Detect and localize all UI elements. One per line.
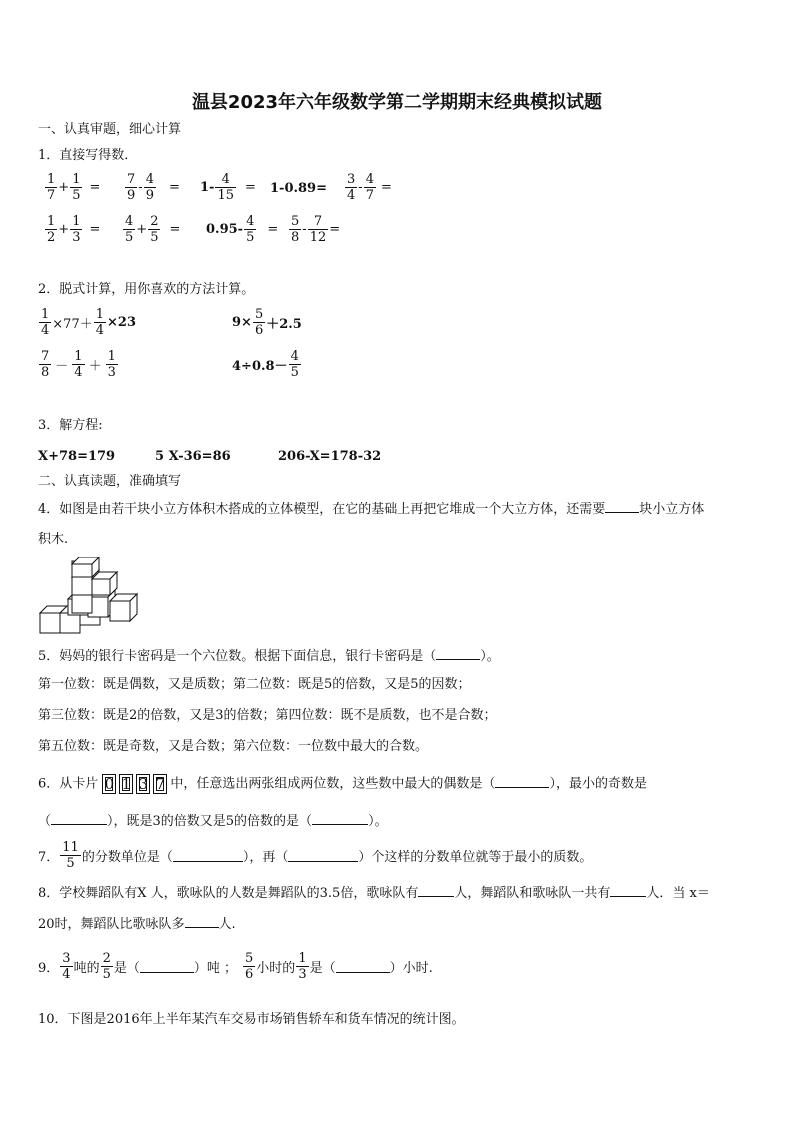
q1-item-7: $\frac{4}{5}$ + $\frac{2}{5}$ = xyxy=(125,214,181,245)
fraction: $\frac{4}{5}$ xyxy=(125,214,134,245)
cube-stack-figure xyxy=(38,557,140,637)
fraction: $\frac{1}{3}$ xyxy=(298,951,307,982)
answer-blank[interactable] xyxy=(605,500,639,513)
equation-3: 206-X=178-32 xyxy=(278,449,382,464)
equation-2: 5 X-36=86 xyxy=(155,449,231,464)
number-card: 3 xyxy=(136,774,150,794)
fraction: $\frac{1}{2}$ xyxy=(47,214,56,245)
section-heading-2: 二、认真读题，准确填写 xyxy=(38,474,182,489)
question-3-label: 3．解方程: xyxy=(38,418,103,433)
q1-item-4: 1-0.89= xyxy=(270,181,327,196)
question-2-label: 2．脱式计算，用你喜欢的方法计算。 xyxy=(38,282,255,297)
answer-blank[interactable] xyxy=(436,647,480,660)
fraction: $\frac{4}{5}$ xyxy=(290,349,299,380)
fraction: $\frac{2}{5}$ xyxy=(150,214,159,245)
answer-blank[interactable] xyxy=(51,812,107,825)
q2-expression-4: 4÷0.8－ $\frac{4}{5}$ xyxy=(232,349,299,380)
q2-expression-3: $\frac{7}{8}$ － $\frac{1}{4}$ ＋ $\frac{1}{3}$ xyxy=(41,349,116,380)
answer-blank[interactable] xyxy=(140,960,194,973)
question-4-text-cont: 积木. xyxy=(38,532,69,547)
fraction: $\frac{7}{8}$ xyxy=(41,349,50,380)
question-6-text: 6．从卡片 0 1 3 7 中，任意选出两张组成两位数，这些数中最大的偶数是（ ），最小的奇数是 xyxy=(38,775,647,793)
fraction: $\frac{11}{5}$ xyxy=(62,840,79,871)
fraction: $\frac{4}{15}$ xyxy=(217,172,234,203)
fraction: $\frac{7}{12}$ xyxy=(309,214,327,245)
q1-item-9: $\frac{5}{8}$ - $\frac{7}{12}$ = xyxy=(291,214,341,245)
number-card: 0 xyxy=(102,774,116,794)
fraction: $\frac{5}{6}$ xyxy=(254,307,264,338)
question-1-label: 1．直接写得数． xyxy=(38,148,138,163)
answer-blank[interactable] xyxy=(288,849,358,862)
answer-blank[interactable] xyxy=(185,915,219,928)
answer-blank[interactable] xyxy=(418,884,454,897)
fraction: $\frac{2}{5}$ xyxy=(102,951,111,982)
q1-item-3: 1- $\frac{4}{15}$ = xyxy=(200,172,256,203)
section-heading-1: 一、认真审题，细心计算 xyxy=(38,122,182,137)
answer-blank[interactable] xyxy=(495,775,549,788)
page-title: 温县2023年六年级数学第二学期期末经典模拟试题 xyxy=(191,92,603,113)
fraction: $\frac{5}{6}$ xyxy=(245,951,254,982)
question-9-text: 9． $\frac{3}{4}$ 吨的 $\frac{2}{5}$ 是（ ）吨 ； $\frac{5}{6}$ 小时的 $\frac{1}{3}$ 是（ ）小时. xyxy=(38,951,433,982)
fraction: $\frac{3}{4}$ xyxy=(347,172,356,203)
number-card: 1 xyxy=(119,774,133,794)
fraction: $\frac{1}{4}$ xyxy=(95,307,104,338)
question-5-clue-1: 第一位数：既是偶数，又是质数；第二位数：既是5的倍数，又是5的因数； xyxy=(38,677,471,692)
q1-item-5: $\frac{3}{4}$ - $\frac{4}{7}$ = xyxy=(347,172,392,203)
fraction: $\frac{4}{9}$ xyxy=(145,172,154,203)
question-6-text-cont: （ ），既是3的倍数又是5的倍数的是（ ）。 xyxy=(38,814,388,829)
fraction: $\frac{1}{4}$ xyxy=(41,307,50,338)
fraction: $\frac{1}{5}$ xyxy=(72,172,81,203)
q1-item-6: $\frac{1}{2}$ + $\frac{1}{3}$ = xyxy=(47,214,101,245)
fraction: $\frac{3}{4}$ xyxy=(62,951,71,982)
question-5-clue-2: 第三位数：既是2的倍数，又是3的倍数；第四位数：既不是质数，也不是合数； xyxy=(38,708,497,723)
fraction: $\frac{7}{9}$ xyxy=(127,172,136,203)
question-4-text: 4．如图是由若干块小立方体积木搭成的立体模型，在它的基础上再把它堆成一个大立方体，还需要 块小立方体 xyxy=(38,502,705,517)
question-8-text: 8．学校舞蹈队有X 人，歌咏队的人数是舞蹈队的3.5倍，歌咏队有 人，舞蹈队和歌咏队一共有 人．当 x＝ xyxy=(38,886,710,901)
fraction: $\frac{1}{4}$ xyxy=(74,349,83,380)
q1-item-2: $\frac{7}{9}$ - $\frac{4}{9}$ = xyxy=(127,172,180,203)
answer-blank[interactable] xyxy=(312,812,368,825)
question-5-clue-3: 第五位数：既是奇数，又是合数；第六位数：一位数中最大的合数。 xyxy=(38,739,429,754)
q2-expression-2: 9× $\frac{5}{6}$ ＋2.5 xyxy=(232,307,302,338)
answer-blank[interactable] xyxy=(173,849,243,862)
question-8-text-cont: 20时，舞蹈队比歌咏队多 人. xyxy=(38,917,236,932)
answer-blank[interactable] xyxy=(336,960,390,973)
question-5-text: 5．妈妈的银行卡密码是一个六位数。根据下面信息，银行卡密码是（ ）。 xyxy=(38,649,500,664)
fraction: $\frac{5}{8}$ xyxy=(291,214,300,245)
fraction: $\frac{1}{7}$ xyxy=(47,172,56,203)
question-7-text: 7． $\frac{11}{5}$ 的分数单位是（ ），再（ ）个这样的分数单位就等于最小的质数。 xyxy=(38,840,593,871)
question-10-text: 10．下图是2016年上半年某汽车交易市场销售轿车和货车情况的统计图。 xyxy=(38,1012,465,1027)
number-card: 7 xyxy=(153,774,167,794)
fraction: $\frac{4}{7}$ xyxy=(365,172,374,203)
fraction: $\frac{1}{3}$ xyxy=(107,349,116,380)
q1-item-8: 0.95- $\frac{4}{5}$ = xyxy=(206,214,279,245)
equation-1: X+78=179 xyxy=(38,449,116,464)
fraction: $\frac{4}{5}$ xyxy=(246,214,255,245)
q1-item-1: $\frac{1}{7}$ + $\frac{1}{5}$ = xyxy=(47,172,101,203)
fraction: $\frac{1}{3}$ xyxy=(72,214,81,245)
answer-blank[interactable] xyxy=(610,884,646,897)
q2-expression-1: $\frac{1}{4}$ ×77＋ $\frac{1}{4}$ ×23 xyxy=(41,307,136,338)
